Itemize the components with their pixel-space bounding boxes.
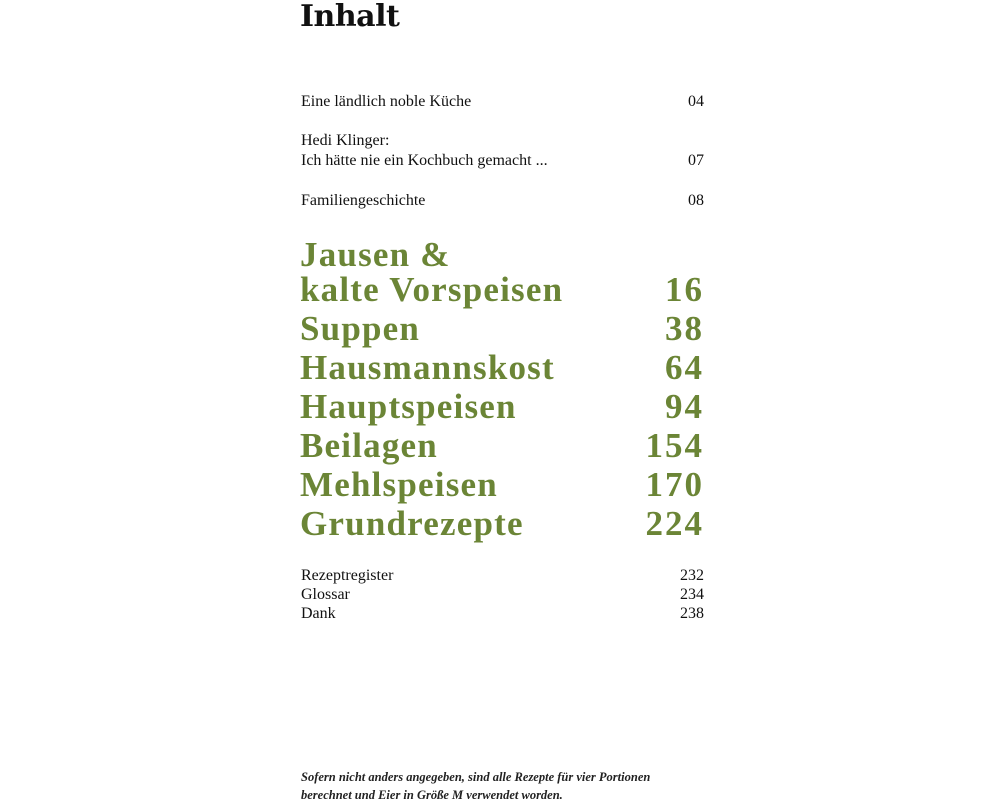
toc-entry-dank[interactable] xyxy=(301,604,704,624)
chapter-entry-hausmannskost[interactable] xyxy=(300,350,704,385)
chapter-label: Hauptspeisen xyxy=(300,387,517,426)
page-title: Inhalt xyxy=(300,0,400,34)
toc-entry-front-2[interactable] xyxy=(301,131,704,171)
toc-entry-glossar[interactable] xyxy=(301,585,704,605)
footnote xyxy=(301,768,650,804)
chapter-label: Suppen xyxy=(300,309,421,348)
chapter-page-number: 94 xyxy=(665,387,704,426)
footnote-line-1: Sofern nicht anders angegeben, sind alle Rezepte für vier Portionen xyxy=(301,770,651,784)
entry-label: Familiengeschichte xyxy=(301,192,426,209)
toc-entry-front-3[interactable] xyxy=(301,191,704,211)
entry-page-number: 234 xyxy=(680,586,704,603)
entry-page-number: 04 xyxy=(688,93,704,110)
entry-page-number: 07 xyxy=(688,152,704,169)
entry-label: Rezeptregister xyxy=(301,567,394,584)
entry-page-number: 232 xyxy=(680,567,704,584)
chapter-entry-hauptspeisen[interactable] xyxy=(300,389,704,424)
entry-label: Eine ländlich noble Küche xyxy=(301,93,472,110)
entry-label-line-1: Hedi Klinger: xyxy=(301,132,390,149)
chapter-label-line-1: Jausen & xyxy=(300,235,451,274)
entry-page-number: 08 xyxy=(688,192,704,209)
toc-entry-rezeptregister[interactable] xyxy=(301,566,704,586)
chapter-label: Mehlspeisen xyxy=(300,465,498,504)
chapter-label: Beilagen xyxy=(300,426,438,465)
chapter-entry-suppen[interactable] xyxy=(300,311,704,346)
entry-label-line-2: Ich hätte nie ein Kochbuch gemacht ... xyxy=(301,152,548,169)
toc-page xyxy=(300,0,704,800)
chapter-page-number: 16 xyxy=(665,270,704,309)
entry-label: Glossar xyxy=(301,586,350,603)
chapter-page-number: 170 xyxy=(645,465,704,504)
chapter-label: Grundrezepte xyxy=(300,504,524,543)
toc-entry-front-1[interactable] xyxy=(301,92,704,112)
entry-label: Dank xyxy=(301,605,336,622)
chapter-label: Hausmannskost xyxy=(300,348,555,387)
chapter-page-number: 38 xyxy=(665,309,704,348)
chapter-page-number: 64 xyxy=(665,348,704,387)
chapter-page-number: 154 xyxy=(645,426,704,465)
chapter-entry-mehlspeisen[interactable] xyxy=(300,467,704,502)
chapter-page-number: 224 xyxy=(645,504,704,543)
chapter-entry-grundrezepte[interactable] xyxy=(300,506,704,541)
chapter-label-line-2: kalte Vorspeisen xyxy=(300,270,564,309)
entry-page-number: 238 xyxy=(680,605,704,622)
footnote-line-2: berechnet und Eier in Größe M verwendet worden. xyxy=(301,788,563,802)
chapter-entry-beilagen[interactable] xyxy=(300,428,704,463)
chapter-entry-jausen[interactable] xyxy=(300,237,704,307)
